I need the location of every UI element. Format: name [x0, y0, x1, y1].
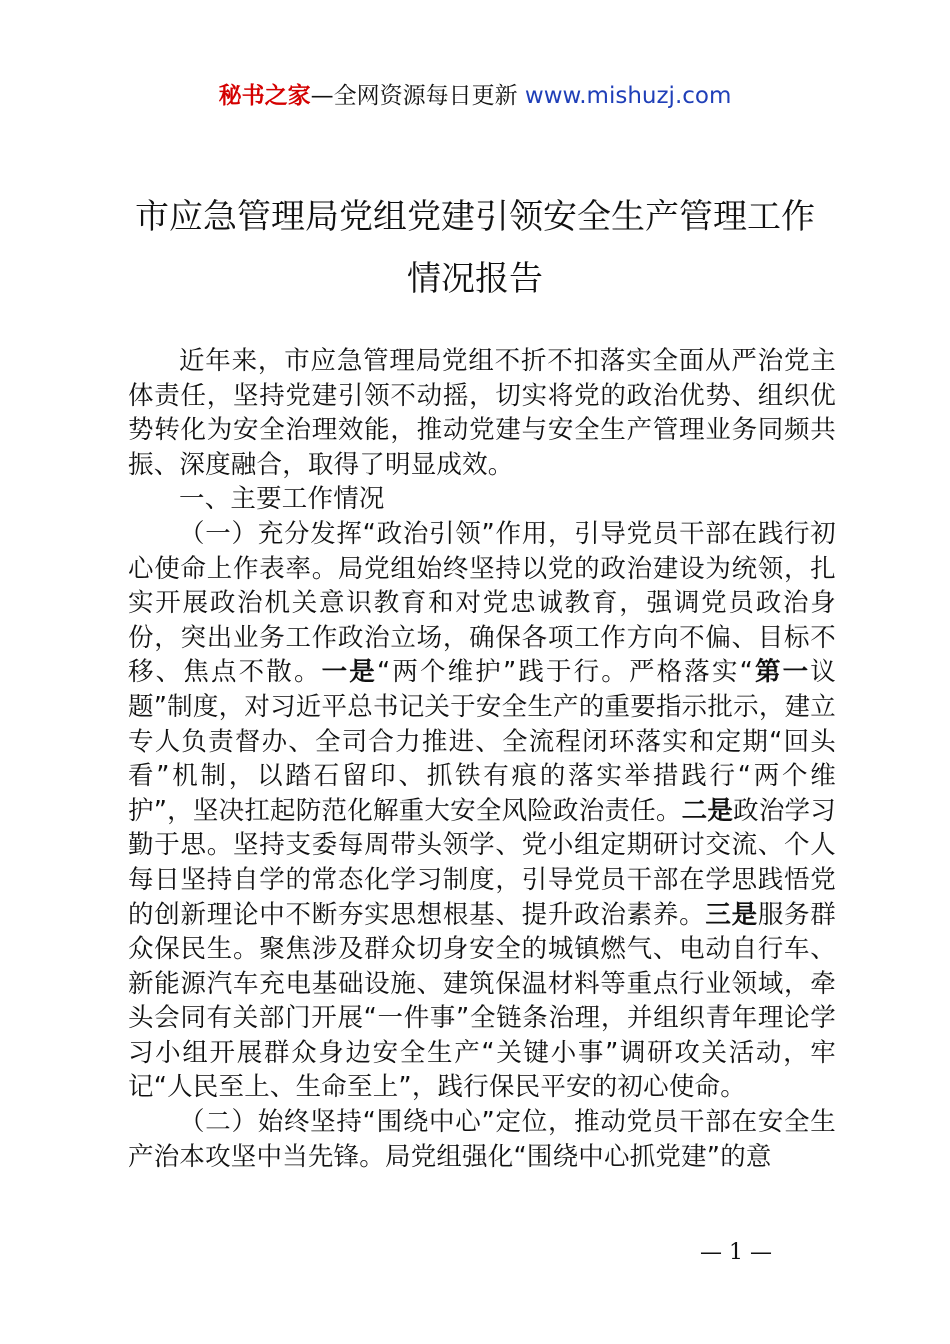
- text-run: 服务群众保民生。聚焦涉及群众切身安全的城镇燃气、电动自行车、新能源汽车充电基础设施、建筑保温材料等重点行业领域，牵头会同有关部门开展“一件事”全链条治理，并组织青年理论学习小组开展群众身边安全生产“关键小事”调研攻关活动，牢记“人民至上、生命至上”，践行保民平安的初心使命。: [128, 899, 836, 1103]
- bold-marker: 二是: [681, 795, 734, 826]
- section-heading: 一、主要工作情况: [179, 484, 385, 515]
- brand-name: 秘书之家: [218, 83, 311, 109]
- title-line-2: 情况报告: [407, 259, 543, 299]
- bold-marker: 一是: [321, 657, 377, 688]
- text-run: （一）充分发挥“政治引领”作用，引导党员干部在践行初心使命上作表率。局党组始终坚持以党的政治建设为统领，扎实开展政治机关意识教育和对党忠诚教育，强调党员政治身份，突出业务工作政治立场，确保各项工作方向不偏、目标不移、焦点不散。: [128, 518, 836, 688]
- paragraph-section-2: （二）始终坚持“围绕中心”定位，推动党员干部在安全生产治本攻坚中当先锋。局党组强化“围绕中心抓党建”的意: [128, 1107, 836, 1172]
- bold-marker: 三是: [705, 899, 758, 930]
- text-run: 政治学习勤于思。坚持支委每周带头领学、党小组定期研讨交流、个人每日坚持自学的常态化学习制度，引导党员干部在学思践悟党的创新理论中不断夯实思想根基、提升政治素养。: [128, 795, 836, 930]
- header-slogan: —全网资源每日更新: [310, 83, 525, 109]
- site-header: [0, 80, 950, 112]
- page-number: — 1 —: [700, 1240, 772, 1265]
- document-body: [128, 344, 836, 1174]
- document-title: [80, 186, 870, 310]
- text-run: 议题”制度，对习近平总书记关于安全生产的重要指示批示，建立专人负责督办、全司合力推进、全流程闭环落实和定期“回头看”机制，以踏石留印、抓铁有痕的落实举措践行“两个维护”，坚决扛起防范化解重大安全风险政治责任。: [128, 657, 836, 826]
- paragraph-intro: 近年来，市应急管理局党组不折不扣落实全面从严治党主体责任，坚持党建引领不动摇，切实将党的政治优势、组织优势转化为安全治理效能，推动党建与安全生产管理业务同频共振、深度融合，取得了明显成效。: [128, 346, 836, 480]
- text-run: “两个维护”践于行。严格落实“: [376, 657, 754, 688]
- paragraph-section-1: [128, 517, 836, 1105]
- site-link[interactable]: www.mishuzj.com: [524, 83, 732, 109]
- bold-marker: 第一: [753, 657, 811, 688]
- title-line-1: 市应急管理局党组党建引领安全生产管理工作: [135, 197, 815, 237]
